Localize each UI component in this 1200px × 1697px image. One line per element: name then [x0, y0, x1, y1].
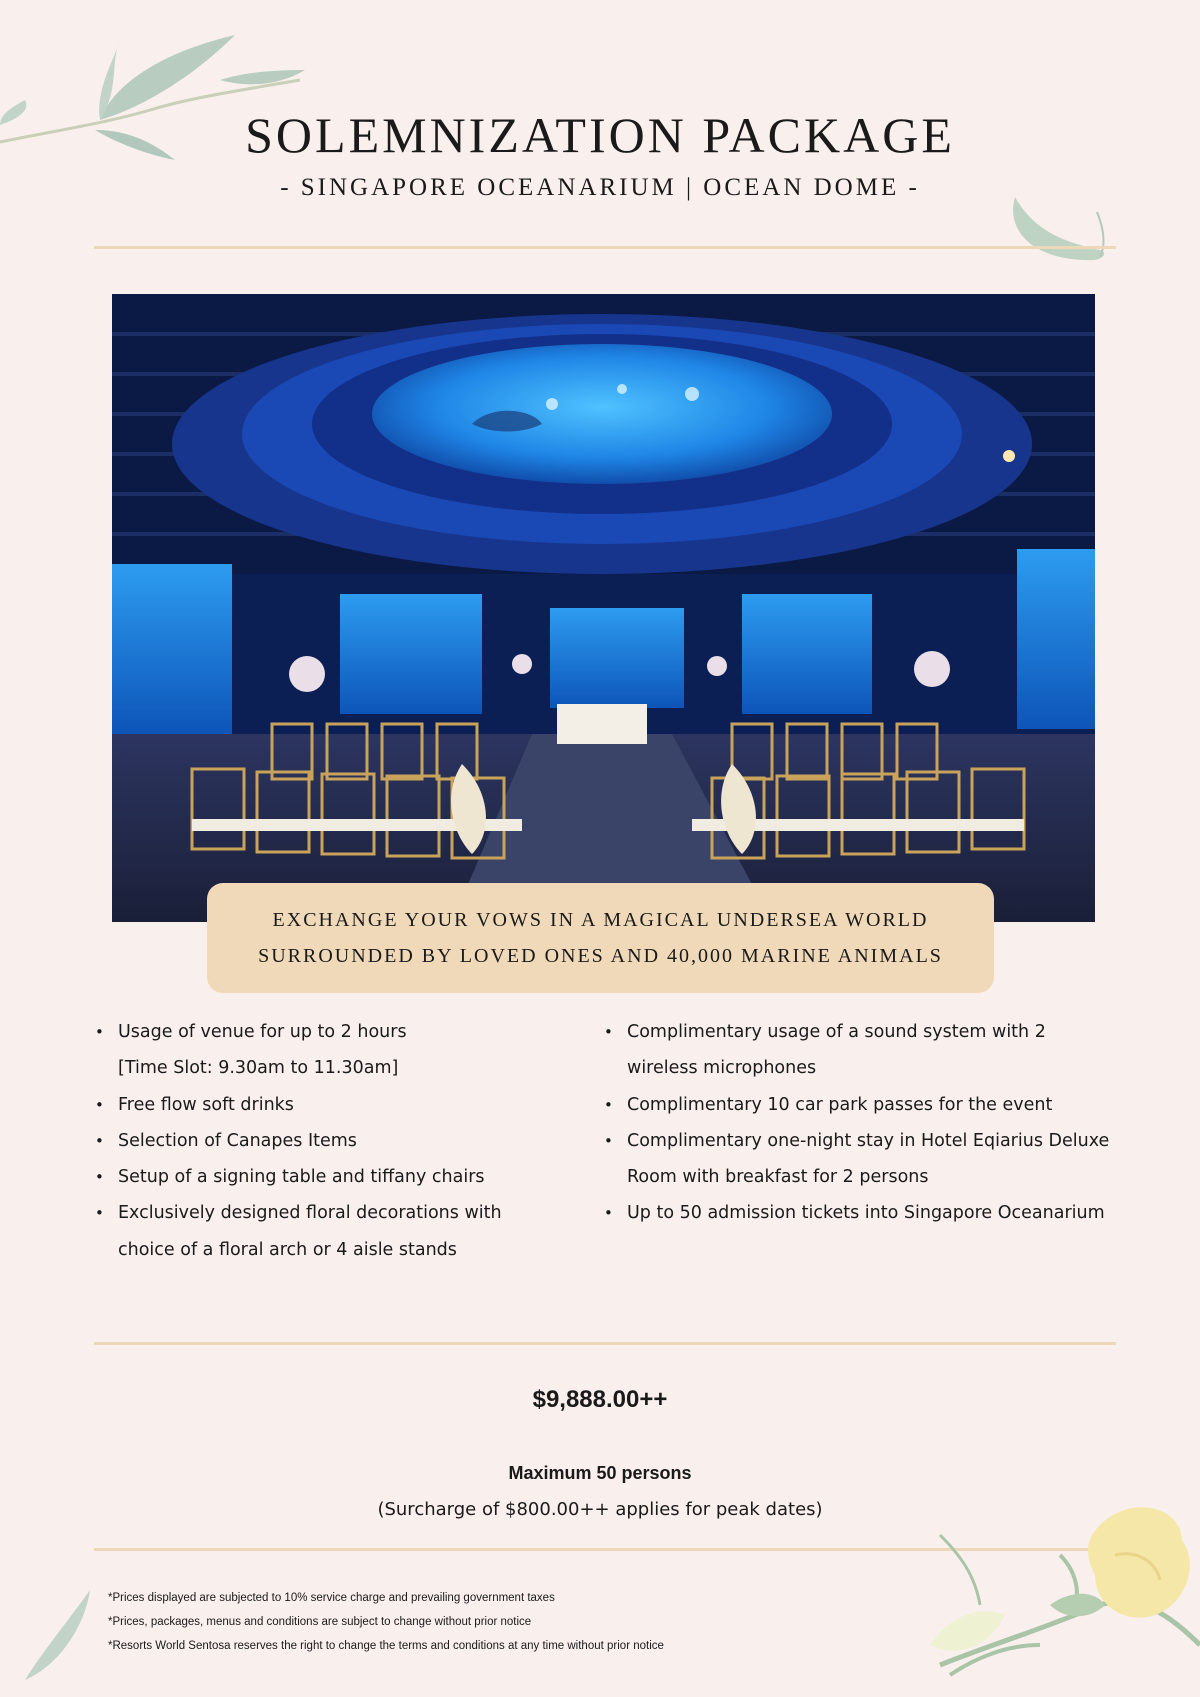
list-item: • Selection of Canapes Items	[95, 1123, 565, 1159]
tagline-banner	[207, 883, 994, 993]
footnote: *Prices, packages, menus and conditions are subject to change without prior notice	[108, 1616, 532, 1628]
list-item: • Usage of venue for up to 2 hours [Time Slot: 9.30am to 11.30am]	[95, 1014, 565, 1087]
page-title: SOLEMNIZATION PACKAGE	[245, 107, 955, 163]
page-subtitle: - SINGAPORE OCEANARIUM | OCEAN DOME -	[280, 174, 920, 201]
leaf-decoration	[20, 1585, 100, 1685]
list-item: • Free flow soft drinks	[95, 1087, 565, 1123]
tagline-line-1: EXCHANGE YOUR VOWS IN A MAGICAL UNDERSEA WORLD	[272, 909, 929, 931]
leaf-decoration	[1005, 192, 1115, 272]
list-item: • Up to 50 admission tickets into Singapore Oceanarium	[604, 1195, 1124, 1231]
divider	[94, 1342, 1116, 1345]
list-item: • Exclusively designed floral decorations with choice of a floral arch or 4 aisle stands	[95, 1195, 565, 1268]
list-item: • Complimentary usage of a sound system with 2 wireless microphones	[604, 1014, 1124, 1087]
list-item: • Complimentary one-night stay in Hotel Eqiarius Deluxe Room with breakfast for 2 persons	[604, 1123, 1124, 1196]
venue-photo	[112, 294, 1095, 922]
list-item: • Setup of a signing table and tiffany chairs	[95, 1159, 565, 1195]
list-item: • Complimentary 10 car park passes for the event	[604, 1087, 1124, 1123]
divider	[94, 246, 1116, 249]
package-price: $9,888.00++	[532, 1386, 668, 1413]
flower-decoration	[900, 1495, 1200, 1697]
inclusions-right	[604, 1014, 1124, 1232]
surcharge-text: (Surcharge of $800.00++ applies for peak dates)	[377, 1499, 823, 1520]
footnote: *Resorts World Sentosa reserves the right to change the terms and conditions at any time without prior notice	[108, 1640, 664, 1652]
tagline-line-2: SURROUNDED BY LOVED ONES AND 40,000 MARINE ANIMALS	[258, 945, 943, 967]
footnotes	[108, 1586, 664, 1658]
inclusions-left	[95, 1014, 565, 1268]
capacity-text: Maximum 50 persons	[508, 1463, 692, 1483]
footnote: *Prices displayed are subjected to 10% service charge and prevailing government taxes	[108, 1592, 555, 1604]
